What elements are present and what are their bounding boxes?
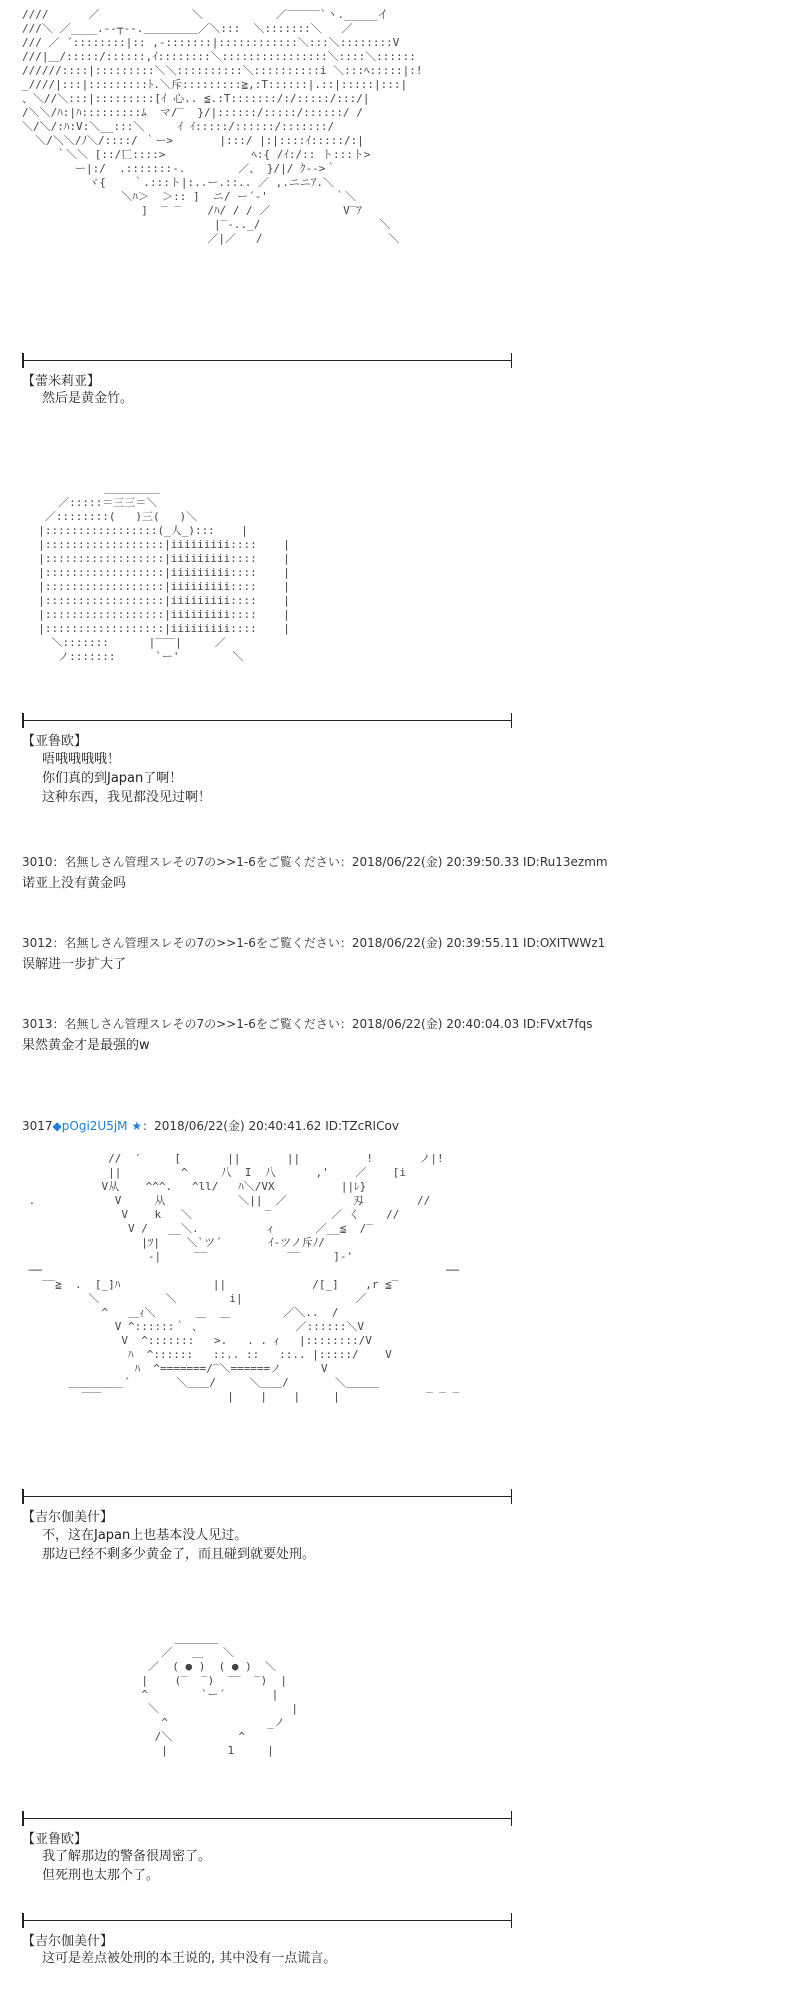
post-header	[22, 853, 608, 870]
dialogue	[42, 750, 211, 807]
dialogue	[42, 1526, 315, 1564]
speaker-name: 【吉尔伽美什】	[22, 1934, 114, 1949]
post-number: 3013	[22, 1017, 53, 1031]
dialogue-line: 那边已经不剩多少黄金了，而且碰到就要处刑。	[42, 1547, 316, 1562]
dialogue	[42, 1949, 336, 1968]
dialogue-line: 我了解那边的警备很周密了。	[42, 1849, 212, 1864]
ascii-art-remilia: //// ／ ＼ ／‾‾‾‾‾`丶._____イ ///＼ ／____.--┬‐-.＿＿＿＿＿／＼::: ＼:::::::＼ ／ /// ／ ´::::::::|:: ,‐:::::::|::::::::::::＼:::＼::::::::V ///|＿/:::::/::::::,ｲ::::::::＼::::::::::::::::＼::::＼:::::: //////::::|:::::::::＼＼::::::::::＼::::::::::i ＼:::ﾍ:::::|:! _////|:::|:::::::::ﾄ.＼斥:::::::::≧,:T::::::|.::|:::::|:::| 、＼//＼:::|:::::::::[ｲ 心.. ≦.:T:::::::/:/:::::/:::/| /＼＼/ﾊ:|ﾊ:::::::::ﾑ マ/‾ }/|::::::/:::::/::::::/ / ＼/＼/:ﾊ:V:＼__:::＼ ｲ ｲ:::::/::::::/:::::::/ ＼/＼＼/ﾉ＼/::::/ ｀ー> |:::/ |:|::::ｲ:::::/:| ｀＼＼ [::/匸::::> ﾍ:{ /ｲ:/:: ト:::ト> ー|:/ .:::::::-. ／、 }/|/ ｸ‐->｀ ヾ{ ｀.:::ト|:..ー.::.. ／ ,.ニニｱ.＼ ＼ﾊ＞ ＞:: ] ニ/ ー´‐' ｀＼ ] ‾ ‾ /ﾊ/ / / ／ V‾ｱ |‾-.._/ ＼ ／|／ / ＼	[22, 8, 423, 245]
post-header	[22, 1015, 593, 1032]
trip-code: ◆pOgi2U5jM ★	[52, 1119, 143, 1133]
dialogue-line: 你们真的到Japan了啊！	[42, 771, 183, 786]
dialogue-line: 然后是黄金竹。	[42, 391, 134, 406]
dialogue-line: 这可是差点被处刑的本王说的, 其中没有一点谎言。	[42, 1951, 337, 1966]
post-header	[22, 1117, 399, 1134]
post-body: 果然黄金才是最强的w	[22, 1038, 150, 1053]
dialogue	[42, 1847, 211, 1885]
post-number: 3012	[22, 936, 53, 950]
divider	[22, 720, 512, 721]
post-meta: ：2018/06/22(金) 20:40:41.62 ID:TZcRICov	[142, 1119, 399, 1133]
ascii-art-yaruo-face: ＿＿＿＿ ／ ＿ ＼ ／ ( ● ) ( ● ) ＼ | (‾ ‾) ‾‾ ‾) | ^ `ー´ | ＼ | ^ _ノ /＼ ^ | 1 |	[141, 1632, 299, 1757]
divider	[22, 360, 512, 361]
post-meta: ：名無しさん管理スレその7の>>1-6をご覧ください：2018/06/22(金) 20:39:55.11 ID:OXITWWz1	[52, 936, 606, 950]
ascii-art-yaruo: ＿＿＿＿＿ ／:::::＝三三＝＼ ／::::::::( )三( )＼ |:::::::::::::::::(_人_)::: | |::::::::::::::::::|iiiiiiiii:::: | |::::::::::::::::::|iiiiiiiii:::: | |::::::::::::::::::|iiiiiiiii:::: | |::::::::::::::::::|iiiiiiiii:::: | |::::::::::::::::::|iiiiiiiii:::: | |::::::::::::::::::|iiiiiiiii:::: | |::::::::::::::::::|iiiiiiiii:::: | ＼::::::: |‾‾‾| ／ ノ::::::: `ー' ＼	[38, 482, 290, 663]
dialogue-line: 不，这在Japan上也基本没人见过。	[42, 1528, 248, 1543]
post-number: 3010	[22, 855, 53, 869]
ascii-art-gilgamesh: // ′ [ || || ! ノ|! || ^ 八 I 八 ,' ／ [i V从 ^^^. ^ll/ ﾊ＼/VX ||ﾚ} . V 从 ＼|| ／ 刄 // V k ＼ ‾ ／ く // V / __＼. ィ ／__≦ /‾ |ﾂ| ＼`ツ´ ｲ-ツノ斥ﾉ/ ‐| ‾‾ ‾‾ ]-' ── ── ‾‾≧ . [_]ﾊ || /[_] ,r ≦‾ ＼ ＼ i| ／ ^ ＿ｨ＼ ＿ ＿ ／＼.. / V ^::::::｀ 、 ／::::::＼V V ^::::::: >. . . ｨ |::::::::/V ﾊ ^:::::: ::.. :: ::.. |:::::/ V ﾊ ^=======/‾＼======ノ V ＿＿＿＿＿´ ＼＿＿/ ＼＿＿/ ＼＿＿＿ ‾‾‾ | | | | ‾ ‾ ‾	[28, 1152, 460, 1403]
dialogue	[42, 389, 133, 408]
divider	[22, 1920, 512, 1921]
dialogue-line: 但死刑也太那个了。	[42, 1868, 160, 1883]
dialogue-line: 唔哦哦哦哦！	[42, 752, 121, 767]
speaker-name: 【吉尔伽美什】	[22, 1510, 114, 1525]
post-meta: ：名無しさん管理スレその7の>>1-6をご覧ください：2018/06/22(金) 20:39:50.33 ID:Ru13ezmm	[52, 855, 608, 869]
speaker-name: 【蕾米莉亚】	[22, 374, 101, 389]
post-number: 3017	[22, 1119, 53, 1133]
speaker-name: 【亚鲁欧】	[22, 734, 88, 749]
post-body: 误解进一步扩大了	[22, 957, 127, 972]
dialogue-line: 这种东西，我见都没见过啊！	[42, 790, 212, 805]
post-body: 诺亚上没有黄金吗	[22, 876, 127, 891]
divider	[22, 1496, 512, 1497]
divider	[22, 1818, 512, 1819]
post-header	[22, 934, 605, 951]
post-meta: ：名無しさん管理スレその7の>>1-6をご覧ください：2018/06/22(金) 20:40:04.03 ID:FVxt7fqs	[52, 1017, 593, 1031]
speaker-name: 【亚鲁欧】	[22, 1832, 88, 1847]
